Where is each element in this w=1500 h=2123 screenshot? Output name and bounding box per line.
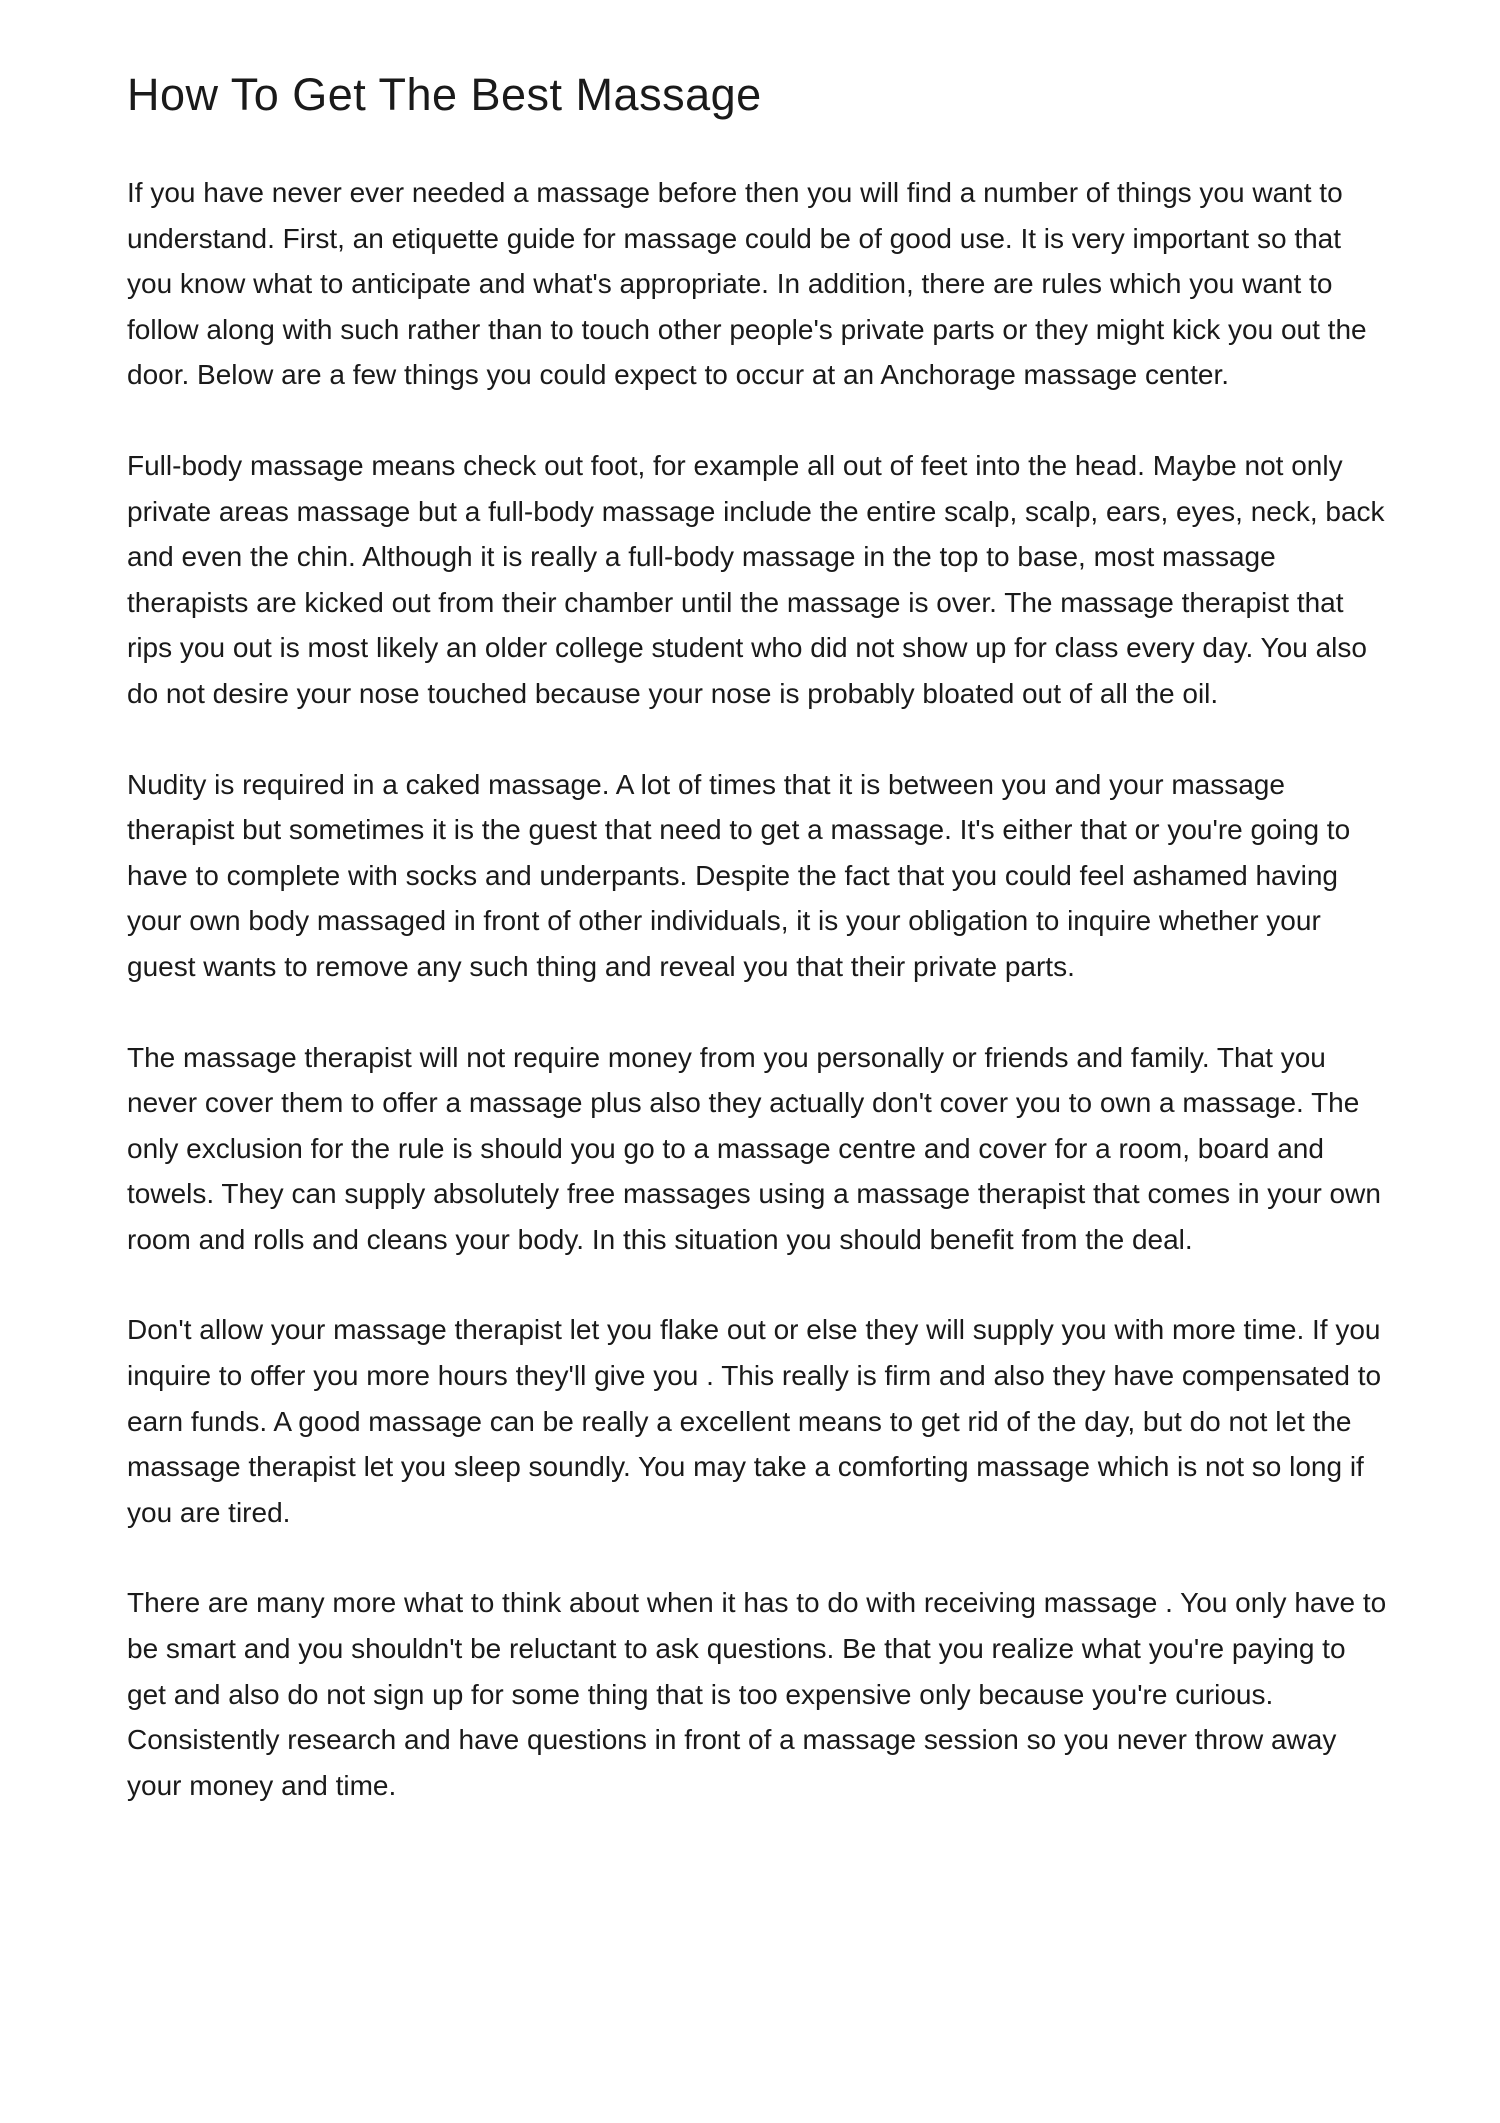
paragraph-2: Full-body massage means check out foot, for example all out of feet into the head. Maybe not only private areas massage but a full-body massage include the entire scalp, scalp, ears, eyes, neck, back and even the chin. Although it is really a full-body massage in the top to base, most massage therapists are kicked out from their chamber until the massage is over. The massage therapist that rips you out is most likely an older college student who did not show up for class every day. You also do not desire your nose touched because your nose is probably bloated out of all the oil. [127, 449, 1385, 709]
page-title: How To Get The Best Massage [127, 69, 762, 120]
paragraph-3: Nudity is required in a caked massage. A lot of times that it is between you and your massage therapist but sometimes it is the guest that need to get a massage. It's either that or you're going to have to complete with socks and underpants. Despite the fact that you could feel ashamed having your own body massaged in front of other individuals, it is your obligation to inquire whether your guest wants to remove any such thing and reveal you that their private parts. [127, 768, 1351, 982]
paragraph-5: Don't allow your massage therapist let you flake out or else they will supply you with more time. If you inquire to offer you more hours they'll give you . This really is firm and also they have compensated to earn funds. A good massage can be really a excellent means to get rid of the day, but do not let the massage therapist let you sleep soundly. You may take a comforting massage which is not so long if you are tired. [127, 1314, 1382, 1528]
paragraph-4: The massage therapist will not require money from you personally or friends and family. That you never cover them to offer a massage plus also they actually don't cover you to own a massage. The only exclusion for the rule is should you go to a massage centre and cover for a room, board and towels. They can supply absolutely free massages using a massage therapist that comes in your own room and rolls and cleans your body. In this situation you should benefit from the deal. [127, 1041, 1381, 1255]
document-page [127, 60, 1389, 1853]
paragraph-1: If you have never ever needed a massage before then you will find a number of things you want to understand. First, an etiquette guide for massage could be of good use. It is very important so that you know what to anticipate and what's appropriate. In addition, there are rules which you want to follow along with such rather than to touch other people's private parts or they might kick you out the door. Below are a few things you could expect to occur at an Anchorage massage center. [127, 177, 1367, 391]
paragraph-6: There are many more what to think about when it has to do with receiving massage . You only have to be smart and you shouldn't be reluctant to ask questions. Be that you realize what you're paying to get and also do not sign up for some thing that is too expensive only because you're curious. Consistently research and have questions in front of a massage session so you never throw away your money and time. [127, 1587, 1387, 1801]
